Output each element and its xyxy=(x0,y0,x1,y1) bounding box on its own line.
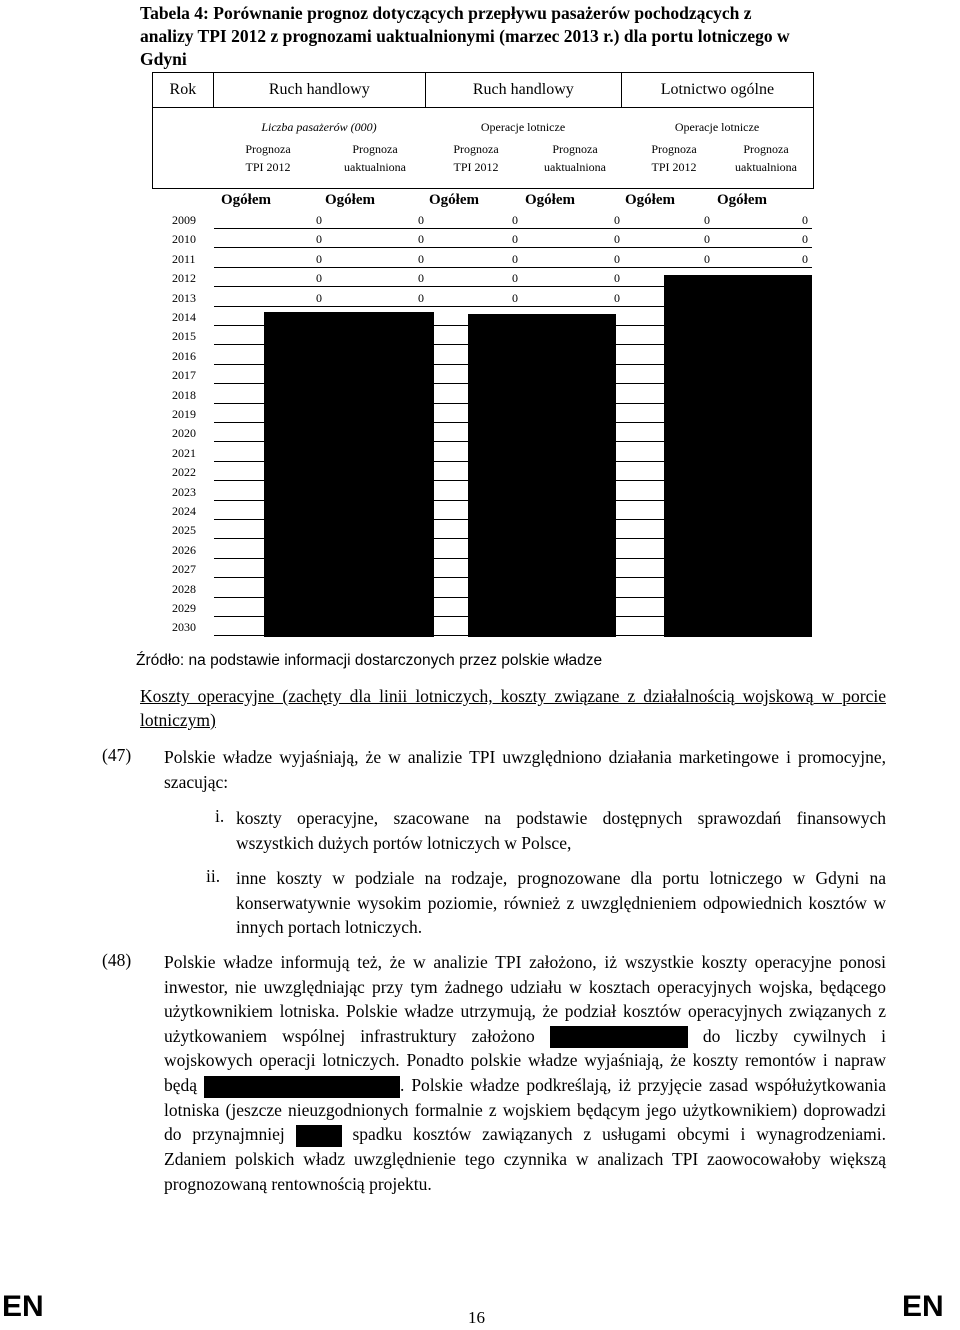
forecast-label: Prognoza xyxy=(552,142,598,156)
forecast-label: TPI 2012 xyxy=(245,160,291,174)
subheader-operations-2: Operacje lotnicze xyxy=(674,120,760,134)
subheader-text: Liczba pasażerów (000) xyxy=(261,120,377,134)
header-rok: Rok xyxy=(153,73,214,107)
year-label: 2016 xyxy=(172,348,196,363)
caption-line: analizy TPI 2012 z prognozami uaktualnionymi (marzec 2013 r.) dla portu lotniczego w xyxy=(140,26,790,46)
year-label: 2030 xyxy=(172,620,196,635)
cell-value: 0 xyxy=(614,232,620,247)
forecast-tpi-2012 xyxy=(629,140,719,176)
forecast-label: uaktualniona xyxy=(344,160,406,174)
cell-value: 0 xyxy=(802,213,808,227)
forecast-label: Prognoza xyxy=(245,142,291,156)
redacted-block xyxy=(664,275,812,637)
redacted-inline xyxy=(204,1076,400,1098)
forecast-label: uaktualniona xyxy=(735,160,797,174)
cell-value: 0 xyxy=(316,213,322,227)
paragraph-48 xyxy=(164,950,886,1196)
page-number: 16 xyxy=(468,1308,485,1327)
cell-value: 0 xyxy=(418,290,424,305)
cell-value: 0 xyxy=(316,232,322,247)
caption-line: Tabela 4: Porównanie prognoz dotyczących przepływu pasażerów pochodzących z xyxy=(140,3,752,23)
year-label: 2019 xyxy=(172,407,196,421)
total-label: Ogółem xyxy=(325,192,375,208)
year-label: 2014 xyxy=(172,310,196,324)
forecast-label: Prognoza xyxy=(352,142,398,156)
redacted-inline xyxy=(550,1026,688,1048)
paragraph-48-part: do liczby cywilnych i wojskowych operacji lotniczych. Ponadto polskie władze wyjaśniają, że koszty remontów i napraw będą xyxy=(164,1025,886,1095)
redacted-block xyxy=(468,314,616,637)
cell-value: 0 xyxy=(512,290,518,305)
table-header-row xyxy=(152,72,814,108)
cell-value: 0 xyxy=(512,271,518,286)
list-item-number: ii. xyxy=(206,866,221,886)
paragraph-48-part: . Polskie władze podkreślają, iż przyjęcie zasad współużytkowania lotniska (jeszcze nieuzgodnionych formalnie z wojskiem będącym jego użytkownikiem) doprowadzi do przynajmniej xyxy=(164,1074,886,1145)
list-item-number: i. xyxy=(215,806,225,826)
cell-value: 0 xyxy=(512,251,518,266)
cell-value: 0 xyxy=(614,271,620,286)
year-label: 2009 xyxy=(172,213,196,227)
year-label: 2010 xyxy=(172,232,196,247)
year-label: 2027 xyxy=(172,562,196,577)
year-label: 2013 xyxy=(172,290,196,305)
cell-value: 0 xyxy=(802,251,808,266)
year-label: 2022 xyxy=(172,465,196,480)
table-caption xyxy=(140,2,856,71)
forecast-label: Prognoza xyxy=(651,142,697,156)
forecast-label: TPI 2012 xyxy=(651,160,697,174)
year-label: 2026 xyxy=(172,542,196,557)
forecast-label: TPI 2012 xyxy=(453,160,499,174)
cell-value: 0 xyxy=(418,232,424,247)
year-label: 2023 xyxy=(172,484,196,499)
header-lotnictwo-ogolne: Lotnictwo ogólne xyxy=(660,81,775,98)
redacted-inline xyxy=(296,1125,342,1147)
row-divider xyxy=(214,247,812,248)
cell-value: 0 xyxy=(704,251,710,266)
year-label: 2020 xyxy=(172,426,196,441)
header-ruch-handlowy-1: Ruch handlowy xyxy=(214,73,426,107)
header-ruch-handlowy-2: Ruch handlowy xyxy=(426,73,622,107)
paragraph-48-part: Polskie władze informują też, że w analizie TPI założono, iż wszystkie koszty operacyjne ponosi inwestor, nie uwzględniając przy tym żadnego udziału w kosztach operacyjnych wojska, będącego użytkownikiem lotniska. Polskie władze utrzymują, że podział kosztów operacyjnych związanych z użytkowaniem wspólnej infrastruktury założono xyxy=(164,952,886,1046)
forecast-tpi-2012 xyxy=(431,140,521,176)
cell-value: 0 xyxy=(418,213,424,227)
list-item-i: koszty operacyjne, szacowane na podstawie dostępnych sprawozdań finansowych wszystkich dużych portów lotniczych w Polsce, xyxy=(236,808,886,853)
year-label: 2024 xyxy=(172,504,196,518)
footer-language-right: EN xyxy=(902,1290,944,1323)
paragraph-47: Polskie władze wyjaśniają, że w analizie TPI uwzględniono działania marketingowe i promocyjne, szacując: xyxy=(164,747,886,792)
list-item-ii: inne koszty w podziale na rodzaje, prognozowane dla portu lotniczego w Gdyni na konserwatywnie wysokim poziomie, również z uwzględnieniem odpowiednich kosztów w innych portach lotniczych. xyxy=(236,868,886,937)
cell-value: 0 xyxy=(512,213,518,227)
forecast-label: Prognoza xyxy=(743,142,789,156)
caption-line: Gdyni xyxy=(140,49,187,69)
forecast-updated xyxy=(525,140,625,176)
cell-value: 0 xyxy=(704,213,710,227)
year-label: 2025 xyxy=(172,523,196,538)
cell-value: 0 xyxy=(614,213,620,227)
paragraph-number: (47) xyxy=(102,745,132,765)
total-label: Ogółem xyxy=(525,192,575,208)
year-label: 2029 xyxy=(172,601,196,615)
cell-value: 0 xyxy=(704,232,710,247)
footer-language-left: EN xyxy=(2,1290,44,1323)
cell-value: 0 xyxy=(614,251,620,266)
paragraph-48-part: spadku kosztów zawiązanych z usługami obcymi i wynagrodzeniami. Zdaniem polskich władz uwzględnienie tego czynnika w analizach TPI zaowocowałoby większą prognozowaną rentownością projektu. xyxy=(164,1124,887,1194)
table-subheader xyxy=(152,106,814,189)
cell-value: 0 xyxy=(512,232,518,247)
year-label: 2012 xyxy=(172,271,196,286)
total-label: Ogółem xyxy=(429,192,479,208)
row-divider xyxy=(214,267,812,268)
paragraph-number: (48) xyxy=(102,950,132,970)
redacted-block xyxy=(264,312,434,637)
forecast-label: Prognoza xyxy=(453,142,499,156)
year-label: 2018 xyxy=(172,387,196,402)
forecast-updated xyxy=(325,140,425,176)
year-label: 2015 xyxy=(172,329,196,344)
total-label: Ogółem xyxy=(221,192,271,208)
row-divider xyxy=(214,228,812,229)
year-label: 2021 xyxy=(172,445,196,460)
section-title: Koszty operacyjne (zachęty dla linii lotniczych, koszty związane z działalnością wojskową w porcie lotniczym) xyxy=(140,686,886,730)
cell-value: 0 xyxy=(418,271,424,286)
cell-value: 0 xyxy=(316,251,322,266)
subheader-operations-1: Operacje lotnicze xyxy=(480,120,566,134)
cell-value: 0 xyxy=(418,251,424,266)
forecast-label: uaktualniona xyxy=(544,160,606,174)
cell-value: 0 xyxy=(316,271,322,286)
year-label: 2017 xyxy=(172,368,196,383)
forecast-updated xyxy=(719,140,813,176)
total-label: Ogółem xyxy=(717,192,767,208)
subheader-passengers xyxy=(213,118,425,136)
cell-value: 0 xyxy=(802,232,808,247)
year-label: 2011 xyxy=(172,251,196,266)
year-label: 2028 xyxy=(172,581,196,596)
cell-value: 0 xyxy=(316,290,322,305)
cell-value: 0 xyxy=(614,290,620,305)
forecast-tpi-2012 xyxy=(223,140,313,176)
total-label: Ogółem xyxy=(625,192,675,208)
table-source: Źródło: na podstawie informacji dostarczonych przez polskie władze xyxy=(136,652,603,669)
